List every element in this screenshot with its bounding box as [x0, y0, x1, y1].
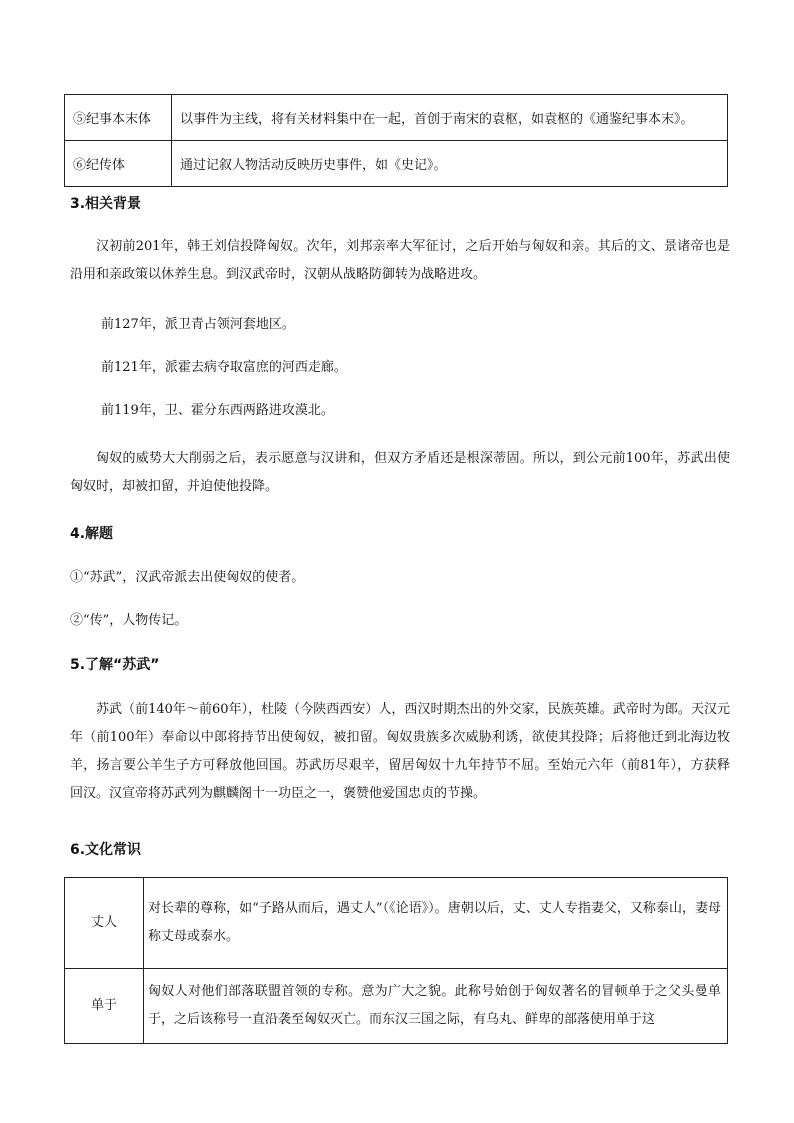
paragraph: 匈奴的威势大大削弱之后，表示愿意与汉讲和，但双方矛盾还是根深蒂固。所以，到公元前100年，苏武出使匈奴时，却被扣留，并迫使他投降。	[70, 451, 730, 494]
genre-name: ⑤纪事本末体	[65, 95, 172, 141]
term-cell: 丈人	[65, 878, 144, 969]
paragraph: 前127年，派卫青占领河套地区。	[101, 317, 295, 332]
table-row	[65, 878, 728, 969]
paragraph: 前119年，卫、霍分东西两路进攻漠北。	[101, 403, 334, 418]
table-row	[65, 95, 728, 141]
section-heading-title-explanation: 4.解题	[70, 526, 114, 542]
cultural-knowledge-table	[64, 877, 728, 1044]
section-heading-background: 3.相关背景	[70, 196, 142, 212]
genre-name: ⑥纪传体	[65, 141, 172, 187]
history-genre-table	[64, 94, 728, 187]
paragraph: 汉初前201年，韩王刘信投降匈奴。次年，刘邦亲率大军征讨，之后开始与匈奴和亲。其后的文、景诸帝也是沿用和亲政策以休养生息。到汉武帝时，汉朝从战略防御转为战略进攻。	[70, 239, 730, 282]
definition-cell: 对长辈的尊称，如“子路从而后，遇丈人”（《论语》）。唐朝以后，丈、丈人专指妻父，又称泰山，妻母称丈母或泰水。	[144, 878, 728, 969]
paragraph: 前121年，派霍去病夺取富庶的河西走廊。	[101, 360, 347, 375]
genre-description: 以事件为主线，将有关材料集中在一起，首创于南宋的袁枢，如袁枢的《通鉴纪事本末》。	[172, 95, 728, 141]
genre-description: 通过记叙人物活动反映历史事件，如《史记》。	[172, 141, 728, 187]
definition-cell: 匈奴人对他们部落联盟首领的专称。意为广大之貌。此称号始创于匈奴著名的冒顿单于之父头曼单于，之后该称号一直沿袭至匈奴灭亡。而东汉三国之际，有乌丸、鲜卑的部落使用单于这	[144, 969, 728, 1044]
section-heading-cultural-knowledge: 6.文化常识	[70, 842, 142, 858]
table-row	[65, 141, 728, 187]
term-cell: 单于	[65, 969, 144, 1044]
section-heading-about-su-wu: 5.了解“苏武”	[70, 657, 160, 673]
list-item: ②“传”，人物传记。	[70, 613, 188, 628]
table-row	[65, 969, 728, 1044]
paragraph: 苏武（前140年～前60年），杜陵（今陕西西安）人，西汉时期杰出的外交家，民族英雄。武帝时为郎。天汉元年（前100年）奉命以中郎将持节出使匈奴，被扣留。匈奴贵族多次威胁利诱，欲使其投降；后将他迁到北海边牧羊，扬言要公羊生子方可释放他回国。苏武历尽艰辛，留居匈奴十九年持节不屈。至始元六年（前81年），方获释回汉。汉宣帝将苏武列为麒麟阁十一功臣之一，褒赞他爱国忠贞的节操。	[70, 702, 730, 801]
list-item: ①“苏武”，汉武帝派去出使匈奴的使者。	[70, 570, 305, 585]
